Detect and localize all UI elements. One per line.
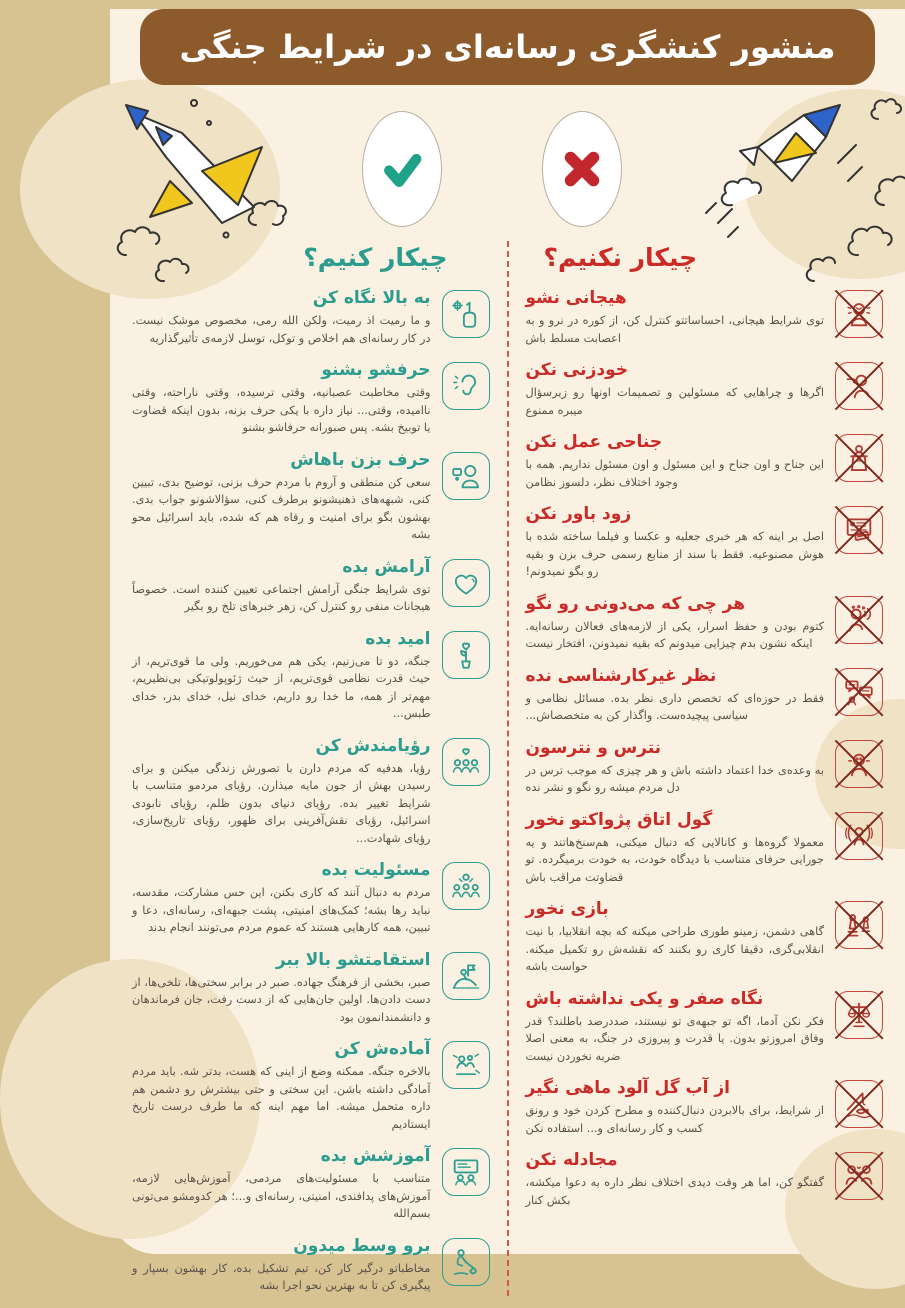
teach-board-icon (442, 1148, 490, 1196)
do-column-header: چیکار کنیم؟ (303, 243, 448, 272)
item-body: سعی کن منطقی و آروم با مردم حرف بزنی، توضیح بدی، تبیین کنی، شبهه‌های ذهنیشونو برطرف کنی، سؤالاشونو جواب بدی. بهشون بگو برای امنیت و رفاه هم که شده، باید اسرائیل محو بشه (132, 475, 431, 541)
charter-item (132, 450, 490, 544)
item-body: کتوم بودن و حفظ اسرار، یکی از لازمه‌های فعالان رسانه‌ایه. اینکه نشون بدم چیزایی میدونم که بقیه نمیدونن، افتخار نیست (525, 619, 824, 650)
charter-item (132, 736, 490, 848)
no-fear-icon (835, 740, 883, 788)
item-title: خودزنی نکن (525, 360, 628, 380)
do-column (132, 243, 490, 1308)
no-argue-icon (835, 1152, 883, 1200)
item-title: بازی نخور (525, 899, 609, 919)
item-body: جنگه، دو تا می‌زنیم، یکی هم می‌خوریم. ولی ما قوی‌تریم، از حیث قدرت نظامی قوی‌تریم، از حیث ژئوپولوتیکی بی‌نظیریم، مهم‌تر از همه، ما خدا رو داریم، خدای نیل، خدای بدر، خدای طبس... (132, 654, 431, 720)
item-title: مسئولیت بده (321, 860, 431, 880)
item-body: فکر نکن آدما، اگه تو جبهه‌ی تو نیستند، صددرصد باطلند؟ قدر وفاق امروزتو بدون. یا قدرت و پیروزی در جنگ، به معنی اصلا ضربه نخوردن نیست (525, 1014, 824, 1063)
item-body: توی شرایط هیجانی، احساساتتو کنترل کن، از کوره در نرو و به اعصابت مسلط باش (525, 314, 824, 345)
column-divider (507, 241, 509, 1296)
item-body: توی شرایط جنگی آرامش اجتماعی تعیین کننده است. خصوصاً هیجانات منفی رو کنترل کن، زهر خبرهای تلخ رو بگیر (132, 582, 431, 613)
field-work-icon (442, 1238, 490, 1286)
no-chess-icon (835, 901, 883, 949)
charter-item (132, 629, 490, 723)
calm-heart-icon (442, 559, 490, 607)
item-body: بالاخره جنگه. ممکنه وضع از اینی که هست، بدتر شه. باید مردم آمادگی داشته باشن. این سختی و حتی بیشترش رو دشمن هم داره متحمل میشه. اما مهم اینه که ما طرف درست تاریخ ایستادیم (132, 1065, 431, 1131)
charter-item (132, 1039, 490, 1133)
item-title: حرف بزن باهاش (290, 449, 431, 470)
look-up-hand-icon (442, 290, 490, 338)
prepare-group-icon (442, 1041, 490, 1089)
charter-item (526, 666, 884, 725)
charter-item (132, 557, 490, 616)
item-title: از آب گل آلود ماهی نگیر (525, 1078, 730, 1098)
item-body: از شرایط، برای بالابردن دنبال‌کننده و مطرح کردن خود و رونق کسب و کار رسانه‌ای و... استفاده نکن (525, 1104, 824, 1135)
item-body: اگرها و چراهایی که مسئولین و تصمیمات اونها رو زیرسؤال میبره ممنوع (525, 386, 824, 417)
charter-columns (110, 235, 905, 1308)
no-nonexpert-icon (835, 668, 883, 716)
item-title: به بالا نگاه کن (312, 288, 431, 308)
no-fake-news-icon (835, 506, 883, 554)
charter-item (132, 860, 490, 937)
do-items-list (132, 288, 490, 1295)
charter-item (526, 1150, 884, 1209)
dont-column-header: چیکار نکنیم؟ (543, 243, 698, 272)
item-title: حرفشو بشنو (321, 360, 431, 380)
item-title: نگاه صفر و یکی نداشته باش (525, 988, 764, 1009)
item-body: معمولا گروه‌ها و کانالایی که دنبال میکنی، هم‌سنخ‌هاتند و یه جورایی حرفای متناسب با دیدگاه خودت، به خودت برمیگرده. تو قضاوتت مراقب باش (525, 835, 824, 884)
charter-item (526, 594, 884, 653)
no-secrets-icon (835, 596, 883, 644)
no-echo-icon (835, 812, 883, 860)
item-title: هر چی که می‌دونی رو نگو (525, 593, 745, 614)
item-body: فقط در حوزه‌ای که تخصص داری نظر بده. مسائل نظامی و سیاسی پیچیده‌ست. واگذار کن به متخصصاش... (525, 691, 824, 722)
charter-item (132, 288, 490, 347)
content-card (110, 9, 905, 1292)
item-title: برو وسط میدون (293, 1235, 431, 1256)
item-body: مخاطباتو درگیر کار کن، تیم تشکیل بده، کار بهشون بسپار و پیگیری کن تا به بهترین نحو اجرا بشه (132, 1261, 431, 1292)
hero-illustrations (110, 85, 905, 235)
perseverance-flag-icon (442, 952, 490, 1000)
x-mark-icon (559, 146, 605, 192)
no-faction-icon (835, 434, 883, 482)
item-title: نترس و نترسون (525, 737, 662, 758)
item-title: مجادله نکن (525, 1150, 618, 1170)
item-title: رؤیامندش کن (315, 735, 431, 756)
listen-ear-icon (442, 362, 490, 410)
item-title: آرامش بده (342, 556, 431, 577)
charter-item (132, 1236, 490, 1295)
dream-people-icon (442, 738, 490, 786)
item-title: امید بده (365, 628, 431, 649)
item-body: متناسب با مسئولیت‌های مردمی، آموزش‌هایی لازمه، آموزش‌های پدافندی، امنیتی، رسانه‌ای و...؛ هر کدومشو می‌تونی بسم‌الله (132, 1172, 431, 1220)
item-title: هیجانی نشو (525, 288, 627, 308)
item-body: رؤیا، هدفیه که مردم دارن با تصورش زندگی میکنن و برای رسیدن بهش از جون مایه میذارن. رؤیای مردمو متناسب با شرایط تغییر بده. رؤیای دنیای بدون ظلم، رؤیای نابودی اسرائیل، رؤیای نقش‌آفرینی برای ظهور، رؤیای تاریخ‌سازی، رؤیای شهادت... (132, 761, 431, 845)
charter-item (526, 989, 884, 1066)
item-body: مردم به دنبال آنند که کاری بکنن، این حس مشارکت، مقدسه، نباید رها بشه؛ کمک‌های امنیتی، پشت جبهه‌ای، رسانه‌ای، دعا و تبیین، همه کارهایی هستند که عموم مردم می‌تونند انجام بدند (132, 886, 431, 934)
charter-item (526, 1078, 884, 1137)
item-title: زود باور نکن (525, 504, 632, 524)
charter-item (526, 810, 884, 887)
responsibility-crowd-icon (442, 862, 490, 910)
no-binary-icon (835, 991, 883, 1039)
check-mark-icon (379, 146, 425, 192)
page-title: منشور کنشگری رسانه‌ای در شرایط جنگی (179, 28, 836, 66)
item-body: صبر، بخشی از فرهنگ جهاده. صبر در برابر سختی‌ها، تلخی‌ها، از دست دادن‌ها. اولین جان‌هایی که از دست رفت، جان فرماندهان و دانشمندانمون بود (132, 975, 431, 1024)
title-banner (140, 9, 875, 85)
hope-plant-icon (442, 631, 490, 679)
no-self-harm-icon (835, 362, 883, 410)
dont-column (526, 243, 884, 1308)
check-badge (362, 111, 442, 227)
item-body: گاهی دشمن، زمینو طوری طراحی میکنه که بچه انقلابیا، با نیت انقلابی‌گری، دقیقا کاری رو بکنند که نقشه‌ش رو تکمیل میکنه. حواست باشه (525, 925, 824, 973)
item-body: وقتی مخاطبت عصبانیه، وقتی ترسیده، وقتی ناراحته، وقتی ناامیده، وقتی... نیاز داره با یکی حرف بزنه، بدون اینکه قضاوت یا توبیخ بشه. پس صبورانه حرفاشو بشنو (132, 386, 431, 434)
item-title: استقامتشو بالا ببر (275, 949, 431, 970)
item-body: و ما رمیت اذ رمیت، ولکن الله رمی، مخصوص موشک نیست. در کار رسانه‌ای هم اخلاص و توکل، توسل لازمه‌ی تأثیرگذاریه (132, 314, 431, 345)
charter-item (526, 360, 884, 419)
charter-item (132, 1146, 490, 1223)
item-body: این جناح و اون جناح و این مسئول و اون مسئول نداریم. همه با وجود اختلاف نظر، دلسوز نظامن (525, 458, 824, 489)
item-body: گفتگو کن، اما هر وقت دیدی اختلاف نظر داره به دعوا میکشه، بکش کنار (525, 1176, 824, 1207)
talk-chat-icon (442, 452, 490, 500)
charter-item (526, 899, 884, 976)
item-title: نظر غیرکارشناسی نده (525, 665, 717, 686)
item-title: گول اتاق پژواکتو نخور (525, 809, 713, 830)
item-title: آماده‌ش کن (334, 1039, 431, 1059)
charter-item (526, 504, 884, 581)
item-body: اصل بر اینه که هر خبری جعلیه و عکسا و فیلما ساخته شده با هوش مصنوعیه. فقط با سند از منابع رسمی حرف بزن و بقیه رو بگو نمیدونم! (525, 530, 824, 578)
charter-item (526, 288, 884, 347)
charter-item (526, 738, 884, 797)
no-excitement-icon (835, 290, 883, 338)
item-title: آموزشش بده (320, 1146, 431, 1166)
cross-badge (542, 111, 622, 227)
dont-items-list (526, 288, 884, 1209)
charter-item (132, 360, 490, 437)
item-title: جناحی عمل نکن (525, 432, 663, 452)
no-fishing-icon (835, 1080, 883, 1128)
charter-item (526, 432, 884, 491)
charter-item (132, 950, 490, 1027)
item-body: به وعده‌ی خدا اعتماد داشته باش و هر چیزی که موجب ترس در دل مردم میشه رو نگو و نشر نده (525, 763, 824, 794)
